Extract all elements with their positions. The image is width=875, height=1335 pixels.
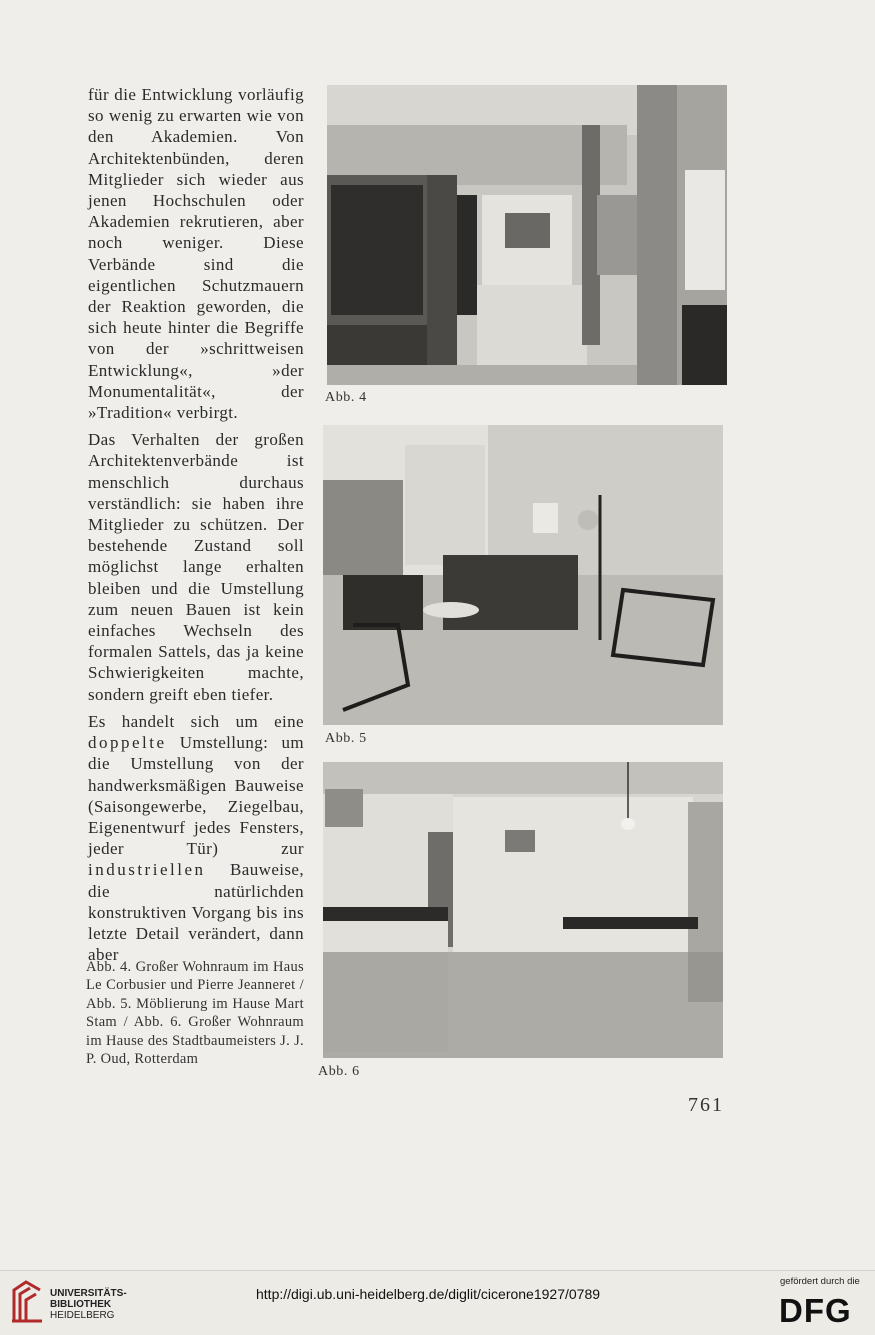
photo-abb-5 xyxy=(323,425,723,725)
label-abb-5: Abb. 5 xyxy=(325,731,367,746)
ub-logo-icon[interactable] xyxy=(10,1280,44,1324)
photo-abb-4 xyxy=(327,85,727,385)
paragraph-3-part-b: Umstellung: um die Umstellung von der handwerksmäßigen Bauweise (Saisongewerbe, Ziegelbau, Eigenentwurf jedes Fensters, jeder Tür) zur xyxy=(88,733,304,859)
library-line-2: BIBLIOTHEK xyxy=(50,1299,112,1310)
paragraph-2: Das Verhalten der großen Architektenverbände ist menschlich durchaus verständlich: sie haben ihre Mitglieder zu schützen. Der bestehende Zustand soll möglichst lange erhalten bleiben und die Umstellung zum neuen Bauen ist kein einfaches Wechseln des formalen Sattels, das ja keine Schwierigkeiten machte, sondern greift eben tiefer. xyxy=(88,430,304,704)
page-number: 761 xyxy=(688,1094,724,1116)
paragraph-3-part-c: Bauweise, die natürlichden konstruktiven Vorgang bis ins letzte Detail verändert, dann aber xyxy=(88,860,304,965)
library-line-3: HEIDELBERG xyxy=(50,1310,115,1321)
photo-abb-6 xyxy=(323,762,723,1058)
funded-by-label: gefördert durch die xyxy=(780,1276,860,1287)
footer-bar xyxy=(0,1270,875,1335)
library-name[interactable] xyxy=(50,1288,127,1321)
paragraph-1: für die Entwicklung vorläufig so wenig zu erwarten wie von den Akademien. Von Architektenbünden, deren Mitglieder sich wieder aus jenen Hochschulen oder Akademien rekrutieren, aber noch weniger. Diese Verbände sind die eigentlichen Schutzmauern der Reaktion geworden, die sich heute hinter die Begriffe von der »schrittweisen Entwicklung«, »der Monumentalität«, der »Tradition« verbirgt. xyxy=(88,85,304,423)
spaced-word-doppelte: doppelte xyxy=(88,733,167,753)
dfg-logo[interactable]: DFG xyxy=(779,1292,852,1329)
paragraph-3-part-a: Es handelt sich um eine xyxy=(88,711,304,731)
body-text-column xyxy=(88,84,304,971)
paragraph-3 xyxy=(88,711,304,965)
label-abb-6: Abb. 6 xyxy=(318,1064,360,1079)
permalink-url[interactable]: http://digi.ub.uni-heidelberg.de/diglit/cicerone1927/0789 xyxy=(256,1286,601,1302)
label-abb-4: Abb. 4 xyxy=(325,390,367,405)
spaced-word-industriellen: industriellen xyxy=(88,860,206,880)
figure-caption: Abb. 4. Großer Wohnraum im Haus Le Corbusier und Pierre Jeanneret / Abb. 5. Möblierung im Hause Mart Stam / Abb. 6. Großer Wohnraum im Hause des Stadtbaumeisters J. J. P. Oud, Rotterdam xyxy=(86,959,304,1068)
library-line-1: UNIVERSITÄTS- xyxy=(50,1288,127,1299)
